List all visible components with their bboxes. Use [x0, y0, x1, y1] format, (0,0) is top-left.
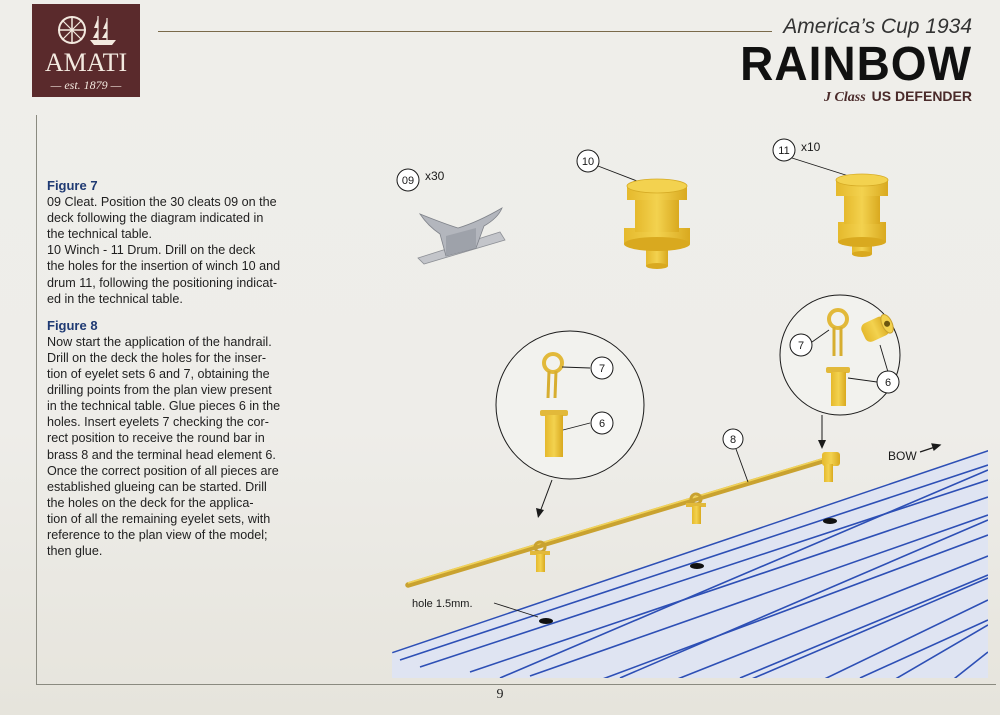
bow-arrow-icon: [920, 444, 940, 452]
terminal-head-post: [822, 452, 840, 482]
part-11-quantity: x10: [801, 140, 821, 154]
text-line: the holes on the deck for the applica-: [47, 495, 254, 510]
class-suffix: US DEFENDER: [871, 88, 972, 104]
callout-7-right: 7: [797, 340, 805, 352]
deck-hole: [690, 563, 704, 569]
callout-7-left: 7: [598, 363, 606, 375]
text-line: Now start the application of the handrail.: [47, 334, 272, 349]
text-line: brass 8 and the terminal head element 6.: [47, 447, 276, 462]
text-line: then glue.: [47, 544, 103, 559]
part-10-winch: [577, 150, 690, 269]
text-line: the holes for the insertion of winch 10 and: [47, 259, 281, 274]
figure-7-heading: Figure 7: [47, 178, 98, 193]
callout-8: [723, 429, 748, 482]
text-line: tion of eyelet sets 6 and 7, obtaining the: [47, 367, 270, 382]
deck-hole: [823, 518, 837, 524]
text-line: 10 Winch - 11 Drum. Drill on the deck: [47, 243, 256, 258]
callout-8-number: 8: [729, 434, 737, 446]
text-line: reference to the plan view of the model;: [47, 527, 268, 542]
logo-established: — est. 1879 —: [50, 78, 122, 92]
text-line: tion of all the remaining eyelet sets, with: [47, 511, 271, 526]
text-line: Once the correct position of all pieces are: [47, 463, 279, 478]
deck-hole: [539, 618, 553, 624]
text-line: holes. Insert eyelets 7 checking the cor-: [47, 415, 269, 430]
page-subtitle: America’s Cup 1934: [783, 15, 972, 38]
logo-brand: AMATI: [44, 48, 128, 77]
text-line: deck following the diagram indicated in: [47, 211, 264, 226]
text-line: the technical table.: [47, 227, 153, 242]
text-line: drum 11, following the positioning indicat-: [47, 275, 278, 290]
part-10-number: 10: [581, 156, 595, 168]
callout-6-right: 6: [884, 377, 892, 389]
deck-planking: [392, 450, 988, 690]
part-11-drum: [773, 139, 888, 257]
hole-size-label: hole 1.5mm.: [412, 598, 473, 610]
text-line: rect position to receive the round bar in: [47, 431, 265, 446]
text-line: drilling points from the plan view present: [47, 383, 272, 398]
page-number: 9: [496, 687, 504, 702]
figure-8-heading: Figure 8: [47, 317, 98, 333]
text-line: in the technical table. Glue pieces 6 in the: [47, 399, 281, 414]
detail-circle-right: [780, 295, 900, 449]
class-prefix: J Class: [824, 90, 866, 105]
text-line: ed in the technical table.: [47, 291, 183, 306]
text-line: Drill on the deck the holes for the inser-: [47, 350, 267, 365]
text-line: established glueing can be started. Drill: [47, 479, 267, 494]
part-09-cleat: [397, 169, 505, 264]
part-11-number: 11: [778, 145, 790, 157]
detail-circle-left: [496, 331, 644, 518]
part-09-quantity: x30: [425, 169, 445, 183]
bow-label: BOW: [888, 449, 917, 463]
text-line: 09 Cleat. Position the 30 cleats 09 on the: [47, 195, 277, 210]
part-09-number: 09: [401, 175, 415, 187]
page-title: RAINBOW: [740, 35, 972, 91]
callout-6-left: 6: [598, 418, 606, 430]
